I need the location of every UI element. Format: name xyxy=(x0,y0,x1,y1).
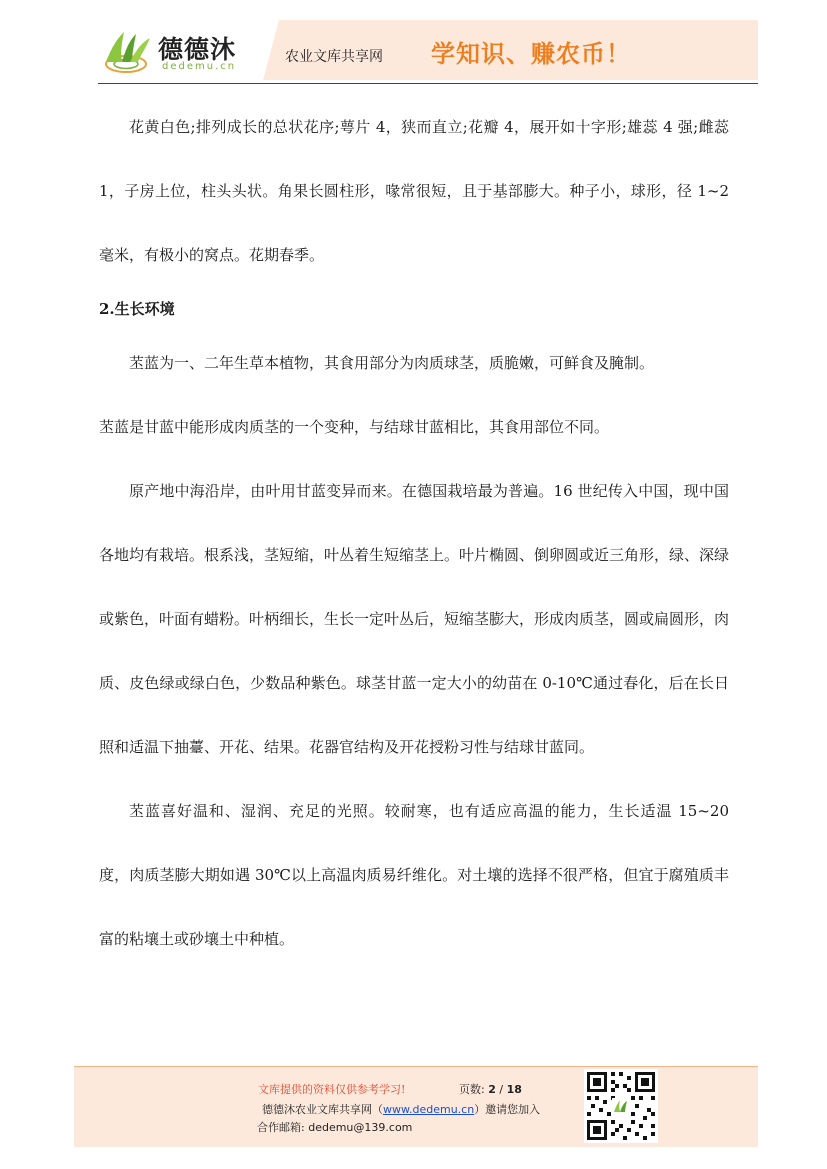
paragraph-3: 苤蓝喜好温和、湿润、充足的光照。较耐寒，也有适应高温的能力，生长适温 15~20 度，肉质茎膨大期如遇 30℃以上高温肉质易纤维化。对土壤的选择不很严格，但宜于腐殖质丰富的粘壤土或砂壤土中种植。 xyxy=(99,802,729,948)
invite-suffix: ）邀请您加入 xyxy=(474,1103,541,1116)
footer-invite xyxy=(262,1101,540,1117)
intro-paragraph: 花黄白色;排列成长的总状花序;萼片 4，狭而直立;花瓣 4，展开如十字形;雄蕊 4 强;雌蕊 1，子房上位，柱头头状。角果长圆柱形，喙常很短，且于基部膨大。种子小，球形，径 1~2 毫米，有极小的窝点。花期春季。 xyxy=(99,118,729,264)
footer-disclaimer: 文库提供的资料仅供参考学习! xyxy=(258,1083,406,1096)
total-pages: 18 xyxy=(506,1083,522,1096)
pages-label: 页数: xyxy=(459,1083,485,1096)
header-site-name: 农业文库共享网 xyxy=(285,49,383,65)
brand-domain: dedemu.cn xyxy=(162,61,237,72)
paragraph-1b: 苤蓝是甘蓝中能形成肉质茎的一个变种，与结球甘蓝相比，其食用部位不同。 xyxy=(99,418,610,436)
site-link[interactable]: www.dedemu.cn xyxy=(383,1103,475,1116)
qr-code-icon xyxy=(584,1069,658,1143)
dedemu-grass-logo-icon xyxy=(100,26,158,76)
brand-name: 德德沐 xyxy=(158,35,237,64)
page-separator: / xyxy=(499,1083,504,1096)
page-counter xyxy=(459,1081,522,1097)
header-divider xyxy=(98,83,758,84)
paragraph-2: 原产地中海沿岸，由叶用甘蓝变异而来。在德国栽培最为普遍。16 世纪传入中国，现中国各地均有栽培。根系浅，茎短缩，叶丛着生短缩茎上。叶片椭圆、倒卵圆或近三角形，绿、深绿或紫色，叶面有蜡粉。叶柄细长，生长一定叶丛后，短缩茎膨大，形成肉质茎，圆或扁圆形，肉质、皮色绿或绿白色，少数品种紫色。球茎甘蓝一定大小的幼苗在 0-10℃通过春化，后在长日照和适温下抽薹、开花、结果。花器官结构及开花授粉习性与结球甘蓝同。 xyxy=(99,482,730,756)
section-heading: 2.生长环境 xyxy=(99,300,175,318)
paragraph-1a: 苤蓝为一、二年生草本植物，其食用部分为肉质球茎，质脆嫩，可鲜食及腌制。 xyxy=(129,354,655,372)
header-slogan: 学知识、赚农币！ xyxy=(431,39,631,68)
invite-prefix: 德德沐农业文库共享网（ xyxy=(262,1103,383,1116)
page-header xyxy=(98,18,758,84)
current-page: 2 xyxy=(488,1083,496,1096)
document-body xyxy=(99,95,729,971)
footer-email xyxy=(257,1119,412,1135)
email-address: dedemu@139.com xyxy=(308,1121,413,1134)
page-footer xyxy=(74,1066,758,1147)
email-label: 合作邮箱: xyxy=(257,1121,305,1134)
